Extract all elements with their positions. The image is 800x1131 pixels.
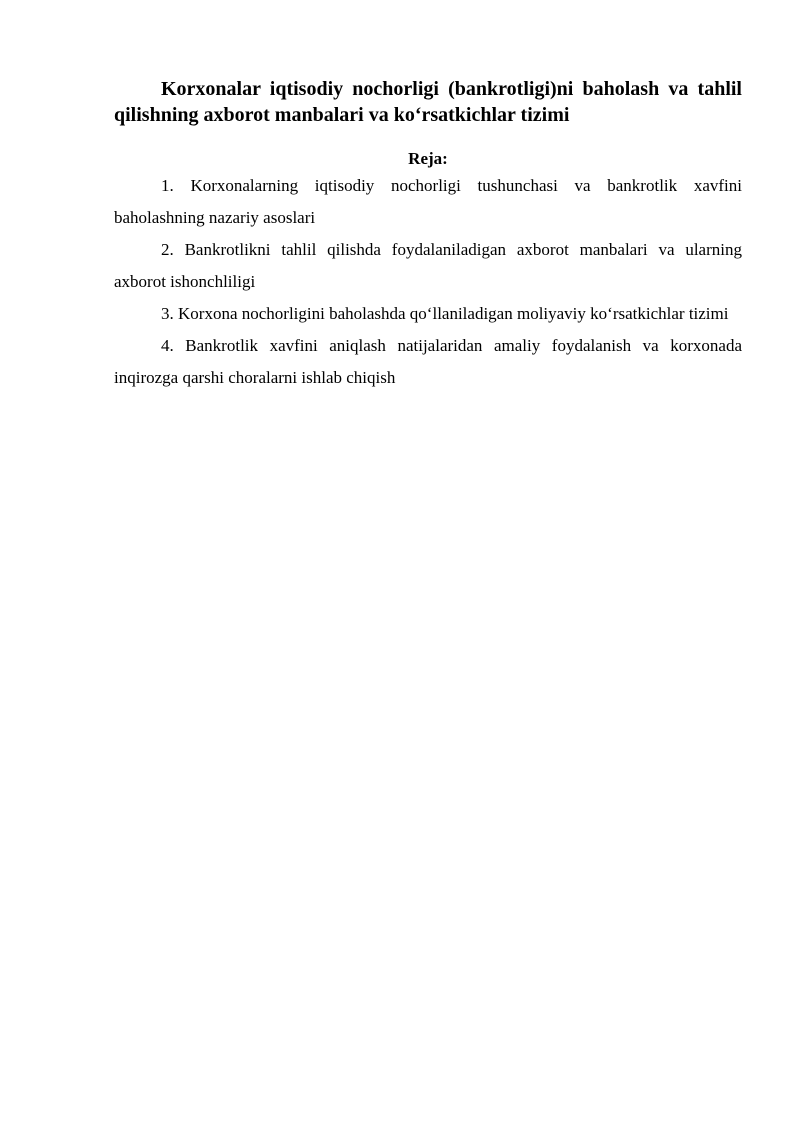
document-page: [114, 76, 742, 394]
plan-item-4: 4. Bankrotlik xavfini aniqlash natijalaridan amaliy foydalanish va korxonada inqirozga qarshi choralarni ishlab chiqish: [114, 336, 742, 387]
plan-list: [114, 170, 742, 394]
plan-item-1: 1. Korxonalarning iqtisodiy nochorligi tushunchasi va bankrotlik xavfini baholashning nazariy asoslari: [114, 176, 742, 227]
plan-item-3: 3. Korxona nochorligini baholashda qoʻllaniladigan moliyaviy koʻrsatkichlar tizimi: [161, 304, 729, 323]
plan-item-2: 2. Bankrotlikni tahlil qilishda foydalaniladigan axborot manbalari va ularning axborot ishonchliligi: [114, 240, 742, 291]
document-title: Korxonalar iqtisodiy nochorligi (bankrotligi)ni baholash va tahlil qilishning axborot manbalari va koʻrsatkichlar tizimi: [114, 78, 742, 126]
plan-heading: Reja:: [408, 149, 448, 168]
